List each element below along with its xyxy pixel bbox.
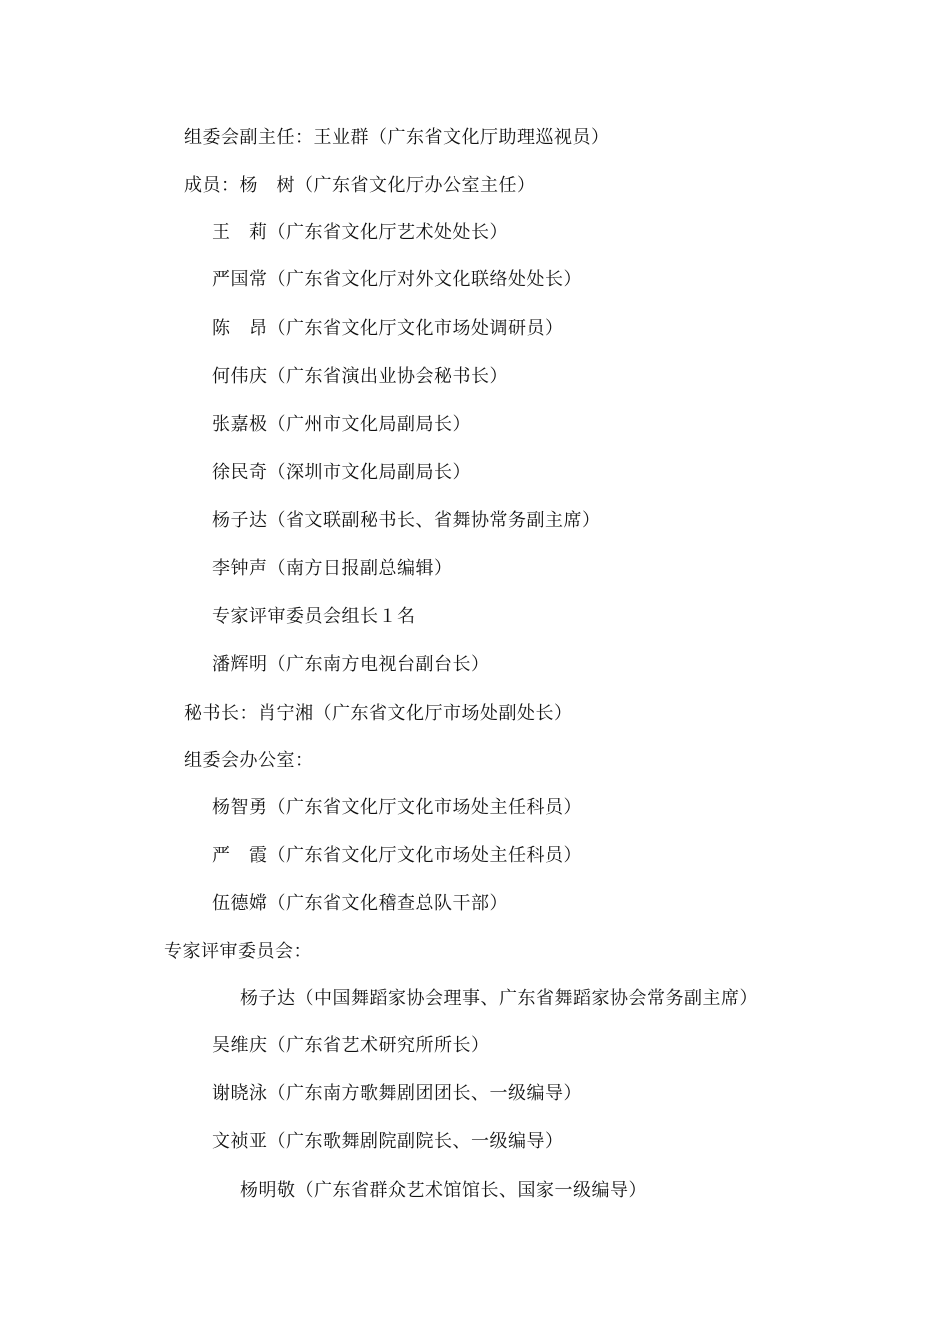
member-line: 专家评审委员会组长１名: [212, 606, 416, 627]
expert-member-line: 文祯亚（广东歌舞剧院副院长、一级编导）: [212, 1131, 564, 1152]
member-line: 潘辉明（广东南方电视台副台长）: [212, 654, 490, 675]
member-line: 何伟庆（广东省演出业协会秘书长）: [212, 366, 508, 387]
member-line: 徐民奇（深圳市文化局副局长）: [212, 462, 471, 483]
secretary-general-line: 秘书长：肖宁湘（广东省文化厅市场处副处长）: [184, 703, 573, 724]
office-member-line: 严 霞（广东省文化厅文化市场处主任科员）: [212, 845, 582, 866]
member-line: 李钟声（南方日报副总编辑）: [212, 558, 453, 579]
member-line: 张嘉极（广州市文化局副局长）: [212, 414, 471, 435]
office-member-line: 伍德嫦（广东省文化稽查总队干部）: [212, 893, 508, 914]
expert-member-line: 谢晓泳（广东南方歌舞剧团团长、一级编导）: [212, 1083, 582, 1104]
member-line: 陈 昂（广东省文化厅文化市场处调研员）: [212, 318, 564, 339]
office-member-line: 杨智勇（广东省文化厅文化市场处主任科员）: [212, 797, 582, 818]
expert-member-line: 吴维庆（广东省艺术研究所所长）: [212, 1035, 490, 1056]
member-line: 杨子达（省文联副秘书长、省舞协常务副主席）: [212, 510, 601, 531]
member-line: 严国常（广东省文化厅对外文化联络处处长）: [212, 269, 582, 290]
expert-member-line: 杨子达（中国舞蹈家协会理事、广东省舞蹈家协会常务副主席）: [240, 988, 758, 1009]
members-heading-line: 成员：杨 树（广东省文化厅办公室主任）: [184, 175, 536, 196]
expert-committee-heading: 专家评审委员会：: [164, 941, 312, 962]
committee-office-heading: 组委会办公室：: [184, 750, 314, 771]
expert-member-line: 杨明敬（广东省群众艺术馆馆长、国家一级编导）: [240, 1180, 647, 1201]
member-line: 王 莉（广东省文化厅艺术处处长）: [212, 222, 508, 243]
committee-vice-director-line: 组委会副主任：王业群（广东省文化厅助理巡视员）: [184, 127, 610, 148]
